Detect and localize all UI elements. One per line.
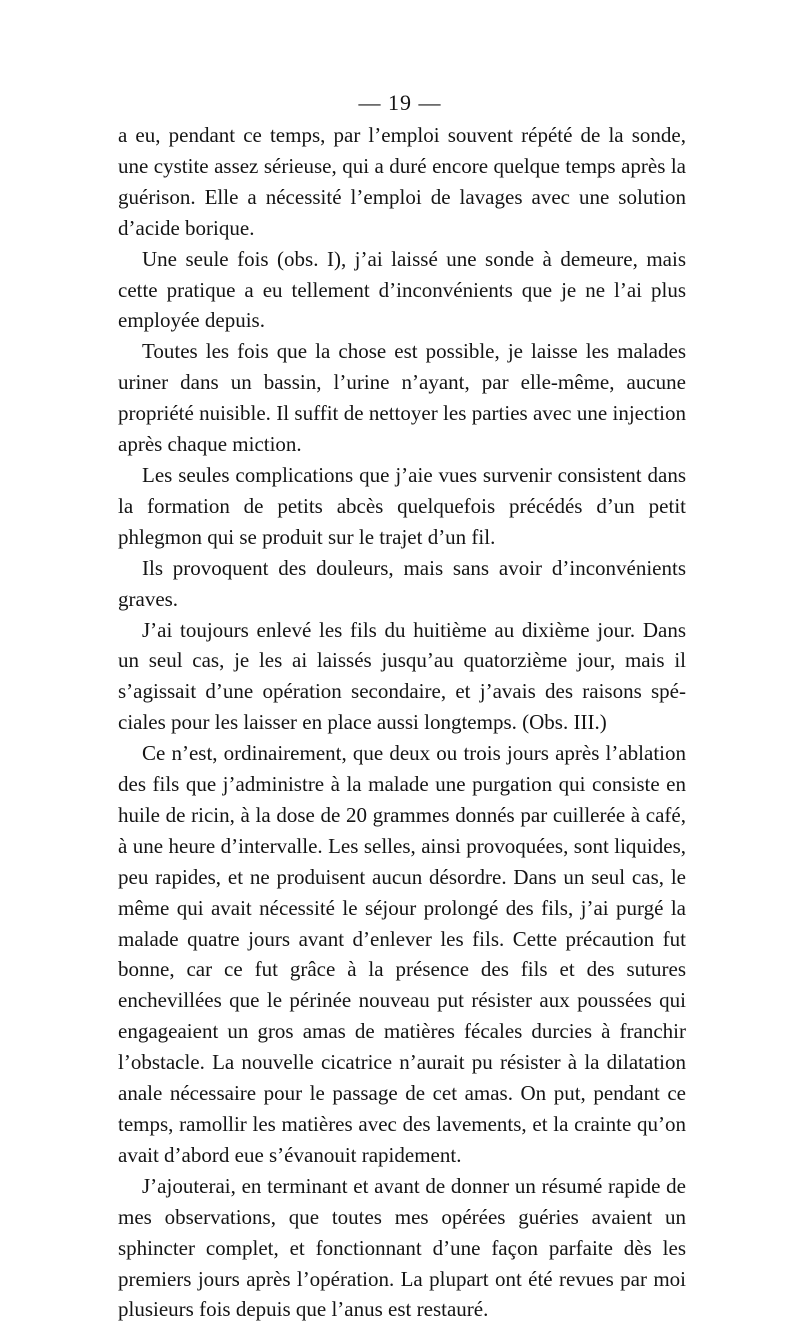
paragraph: Les seules complications que j’aie vues survenir consistent dans la formation de petits abcès quelquefois précédés d’un petit phlegmon qui se produit sur le trajet d’un fil. (118, 462, 686, 549)
paragraph: J’ajouterai, en terminant et avant de donner un résumé rapide de mes observations, que toutes mes opérées guéries avaient un sphincter complet, et fonctionnant d’une façon parfaite dès les premiers jours après l’opération. La plupart ont été revues par moi plusieurs fois depuis que l’anus est restauré. (118, 1173, 686, 1322)
paragraph: J’ai toujours enlevé les fils du huitième au dixième jour. Dans un seul cas, je les ai laissés jusqu’au quatorzième jour, mais il s’agissait d’une opération secondaire, et j’avais des raisons spéciales pour les laisser en place aussi longtemps. (Obs. III.) (118, 617, 686, 735)
paragraph: Toutes les fois que la chose est possible, je laisse les malades uriner dans un bassin, l’urine n’ayant, par elle-même, aucune propriété nuisible. Il suffit de nettoyer les parties avec une injection après chaque miction. (118, 339, 686, 457)
paragraph: Ce n’est, ordinairement, que deux ou trois jours après l’ablation des fils que j’administre à la malade une purgation qui consiste en huile de ricin, à la dose de 20 grammes donnés par cuillerée à café, à une heure d’intervalle. Les selles, ainsi provoquées, sont liquides, peu rapides, et ne produisent aucun désordre. Dans un seul cas, le même qui avait nécessité le séjour prolongé des fils, j’ai purgé la malade quatre jours avant d’enlever les fils. Cette précaution fut bonne, car ce fut grâce à la présence des fils et des sutures enchevillées que le périnée nouveau put résister aux poussées qui engageaient un gros amas de matières fécales durcies à franchir l’obstacle. La nouvelle cicatrice n’aurait pu résister à la dilatation anale nécessaire pour le passage de cet amas. On put, pendant ce temps, ramollir les matières avec des lavements, et la crainte qu’on avait d’abord eue s’évanouit rapidement. (118, 741, 686, 1167)
page-number: — 19 — (358, 90, 442, 115)
body-text (118, 120, 686, 1325)
paragraph: Ils provoquent des douleurs, mais sans avoir d’inconvénients graves. (118, 555, 686, 611)
paragraph: a eu, pendant ce temps, par l’emploi souvent répété de la sonde, une cystite assez sérieuse, qui a duré encore quelque temps après la guérison. Elle a nécessité l’emploi de lavages avec une solution d’acide borique. (118, 123, 686, 240)
paragraph: Une seule fois (obs. I), j’ai laissé une sonde à demeure, mais cette pratique a eu tellement d’inconvénients que je ne l’ai plus employée depuis. (118, 246, 686, 333)
